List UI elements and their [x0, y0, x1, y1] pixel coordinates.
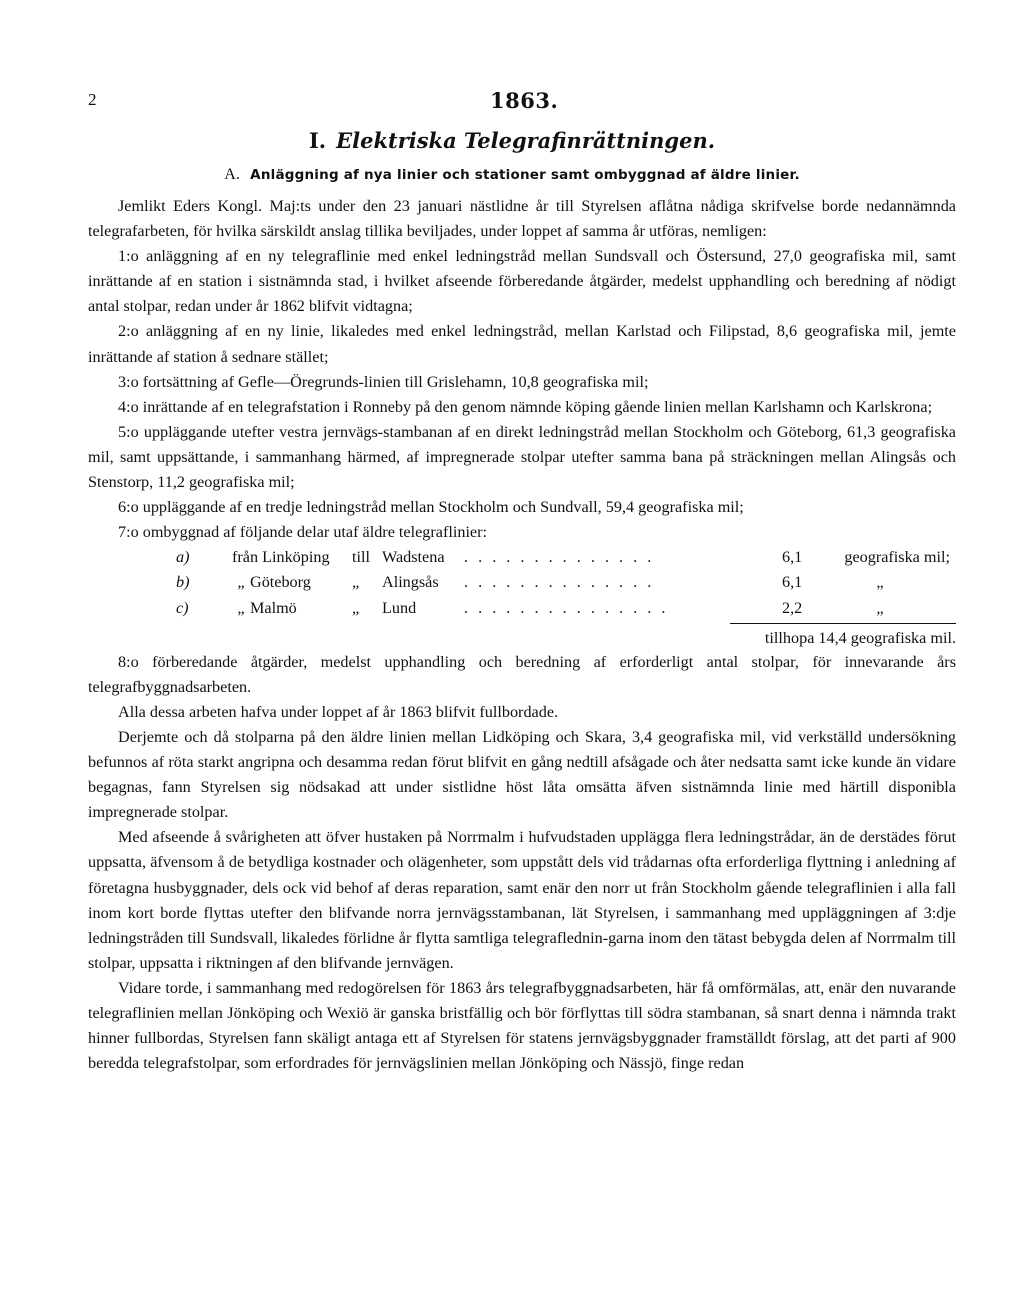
paragraph-norrmalm: Med afseende å svårigheten att öfver hustaken på Norrmalm i hufvudstaden upplägga flera ledningstrådar, än de derstädes förut uppsatta, äfvensom å de betydliga kostnader och olägenheter, som uppstått dels vid trådarnas ofta erforderliga flyttning i anledning af företagna husbyggnader, dels ock vid behof af deras reparation, samt enär den norr ut från Stockholm gående telegraflinien i alla fall inom kort borde flyttas utefter den blifvande norra jernvägsstambanan, lät Styrelsen, i sammanhang med uppläggningen af 3:dje ledningstråden till Sundsvall, likaledes förlidne år flytta samtliga telegraflednin-garna inom den tätast bebygda delen af Norrmalm till stolpar, uppsatta i riktningen af den blifvande jernvägen. [88, 828, 956, 972]
page-number: 2 [88, 90, 97, 109]
row-value: 6,1 [782, 573, 803, 592]
rebuild-total-line [88, 621, 956, 646]
row-label: a) [176, 548, 190, 567]
row-label: b) [176, 573, 190, 592]
row-from: från Linköping [232, 548, 330, 567]
row-leader-dots: . . . . . . . . . . . . . . . [464, 598, 669, 617]
row-unit: „ [876, 598, 884, 617]
paragraph-intro: Jemlikt Eders Kongl. Maj:ts under den 23 januari nästlidne år till Styrelsen aflåtna nådiga skrifvelse borde nedannämnda telegrafarbeten, för hvilka särskildt anslag tillika beviljades, under loppet af samma år utföras, nemligen: [88, 197, 956, 241]
subsection-title [0, 166, 1024, 184]
row-leader-dots: . . . . . . . . . . . . . . [464, 548, 655, 567]
row-from: Göteborg [250, 573, 311, 592]
paragraph-item-8: 8:o förberedande åtgärder, medelst upphandling och beredning af erforderligt antal stolpar, för innevarande års telegrafbyggnadsarbeten. [88, 652, 956, 696]
row-label: c) [176, 598, 189, 617]
row-to: Lund [382, 598, 417, 617]
row-sep: „ [352, 573, 360, 592]
paragraph-completed: Alla dessa arbeten hafva under loppet af år 1863 blifvit fullbordade. [118, 702, 559, 721]
row-sep: „ [352, 598, 360, 617]
paragraph-item-5: 5:o uppläggande utefter vestra jernvägs-stambanan af en direkt ledningstråd mellan Stockholm och Göteborg, 61,3 geografiska mil, samt uppsättande, i sammanhang härmed, af impregnerade stolpar utefter samma bana på sträckningen mellan Alingsås och Stenstorp, 11,2 geografiska mil; [88, 422, 956, 492]
paragraph-lidkoping: Derjemte och då stolparna på den äldre linien mellan Lidköping och Skara, 3,4 geografiska mil, vid verkställd undersökning befunnos af röta starkt angripna och desamma redan förut blifvit en gång nedtill afsågade och åter nedsatta samt icke kunde än vidare begagnas, fann Styrelsen sig nödsakad att under sistlidne höst låta omsätta äfven sistnämnda linie med härtill disponibla impregnerade stolpar. [88, 727, 956, 822]
paragraph-item-6: 6:o uppläggande af en tredje ledningstråd mellan Stockholm och Sundvall, 59,4 geografiska mil; [118, 498, 744, 517]
total-rule [730, 623, 956, 624]
body-text [88, 194, 956, 1076]
rebuild-row-c [88, 596, 956, 621]
row-to: Alingsås [382, 573, 439, 592]
section-title [0, 128, 1024, 153]
row-value: 6,1 [782, 548, 803, 567]
paragraph-item-4: 4:o inrättande af en telegrafstation i Ronneby på den genom nämnde köping gående linien mellan Karlshamn och Karlskrona; [118, 397, 933, 416]
rebuild-table [88, 545, 956, 645]
row-unit: „ [876, 573, 884, 592]
row-ditto: „ [237, 573, 245, 592]
rebuild-row-a [88, 545, 956, 570]
row-sep: till [352, 548, 370, 567]
paragraph-jonkoping: Vidare torde, i sammanhang med redogörelsen för 1863 års telegrafbyggnadsarbeten, här få omförmälas, att, enär den nuvarande telegraflinien mellan Jönköping och Wexiö är ganska bristfällig och bör förflyttas till södra stambanan, så snart denna i nämnda trakt hinner fullbordas, Styrelsen fann skäligt antaga ett af Styrelsen för statens jernvägsbyggnader framställdt förslag, att det parti af 900 beredda telegrafstolpar, som erfordrades för jernvägslinien mellan Jönköping och Nässjö, finge redan [88, 978, 956, 1073]
row-leader-dots: . . . . . . . . . . . . . . [464, 573, 655, 592]
section-title-text: Elektriska Telegrafinrättningen. [336, 128, 716, 153]
subsection-title-text: Anläggning af nya linier och stationer samt ombyggnad af äldre linier. [250, 167, 800, 183]
year-heading: 1863. [490, 88, 559, 113]
row-ditto: „ [237, 598, 245, 617]
paragraph-item-2: 2:o anläggning af en ny linie, likaledes med enkel ledningstråd, mellan Karlstad och Filipstad, 8,6 geografiska mil, jemte inrättande af station å sednare stället; [88, 322, 956, 366]
subsection-letter: A. [224, 166, 241, 183]
rebuild-total: tillhopa 14,4 geografiska mil. [764, 628, 956, 647]
paragraph-item-3: 3:o fortsättning af Gefle—Öregrunds-linien till Grislehamn, 10,8 geografiska mil; [118, 372, 649, 391]
row-to: Wadstena [382, 548, 445, 567]
row-value: 2,2 [782, 598, 803, 617]
paragraph-item-1: 1:o anläggning af en ny telegraflinie med enkel ledningstråd mellan Sundsvall och Östersund, 27,0 geografiska mil, samt inrättande af en station i sistnämnda stad, i hvilket afseende förberedande åtgärder, medelst upphandling och beredning af nödigt antal stolpar, redan under år 1862 blifvit vidtagna; [88, 247, 956, 316]
rebuild-row-b [88, 570, 956, 595]
section-number: I. [308, 128, 327, 153]
row-unit: geografiska mil; [844, 548, 950, 567]
paragraph-item-7: 7:o ombyggnad af följande delar utaf äldre telegraflinier: [118, 523, 488, 542]
row-from: Malmö [250, 598, 297, 617]
